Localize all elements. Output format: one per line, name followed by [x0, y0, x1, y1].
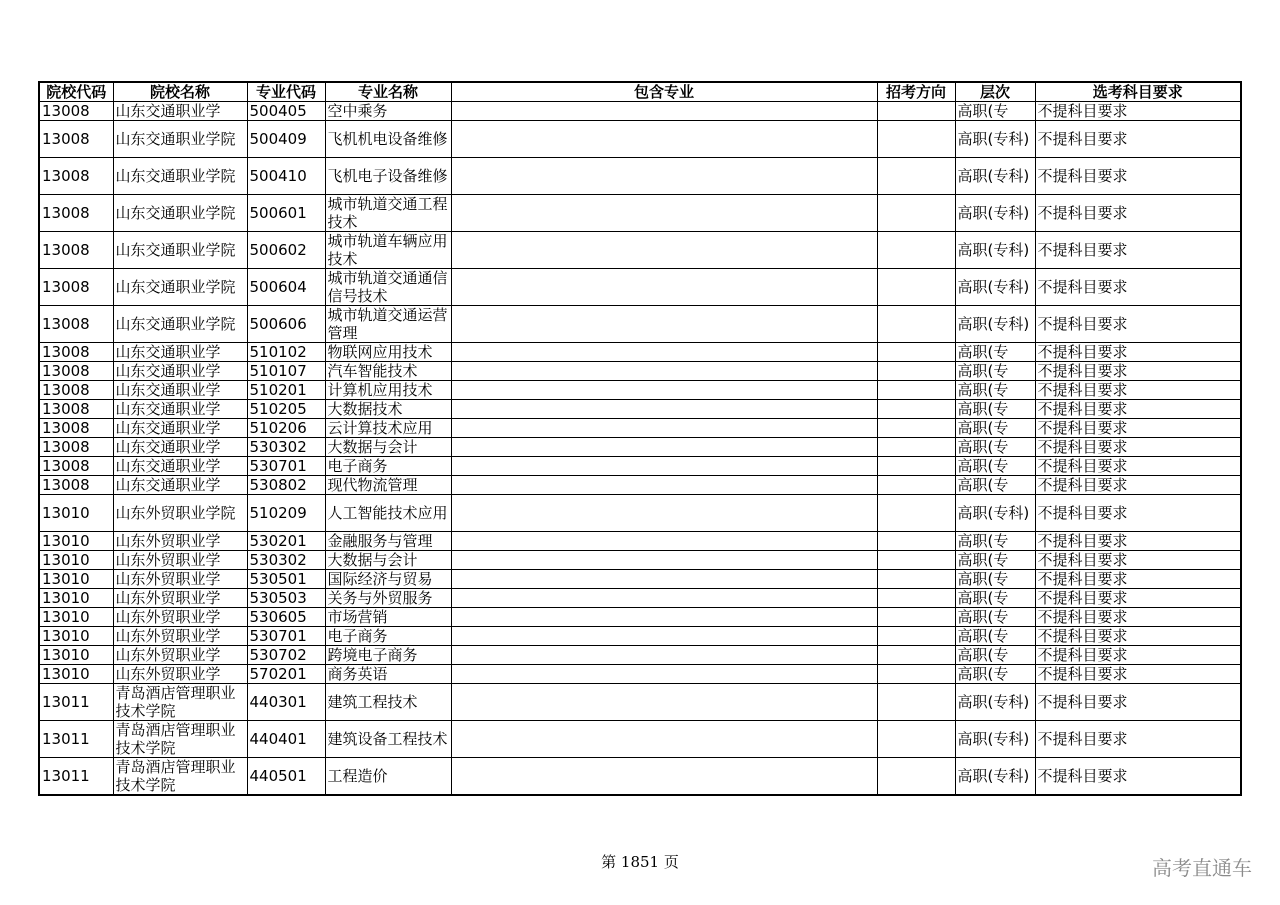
cell-subject-requirement: 不提科目要求 [1035, 102, 1241, 121]
cell-level: 高职(专 [955, 102, 1035, 121]
cell-subject-requirement: 不提科目要求 [1035, 608, 1241, 627]
cell-level: 高职(专 [955, 646, 1035, 665]
cell-school-code: 13008 [39, 419, 113, 438]
cell-major-code: 510102 [247, 343, 325, 362]
cell-school-code: 13008 [39, 232, 113, 269]
cell-direction [877, 400, 955, 419]
cell-subject-requirement: 不提科目要求 [1035, 343, 1241, 362]
cell-level: 高职(专 [955, 532, 1035, 551]
table-body [39, 102, 1241, 796]
cell-major-name: 商务英语 [325, 665, 451, 684]
cell-subject-requirement: 不提科目要求 [1035, 457, 1241, 476]
table-row [39, 457, 1241, 476]
cell-major-name: 计算机应用技术 [325, 381, 451, 400]
cell-major-code: 500602 [247, 232, 325, 269]
cell-direction [877, 589, 955, 608]
cell-school-name: 山东交通职业学院 [113, 269, 247, 306]
page-number: 第 1851 页 [601, 853, 679, 871]
cell-included-majors [451, 684, 877, 721]
cell-direction [877, 419, 955, 438]
cell-major-name: 电子商务 [325, 457, 451, 476]
cell-level: 高职(专 [955, 343, 1035, 362]
cell-school-code: 13010 [39, 495, 113, 532]
cell-major-code: 500409 [247, 121, 325, 158]
cell-major-name: 物联网应用技术 [325, 343, 451, 362]
cell-school-code: 13011 [39, 721, 113, 758]
cell-level: 高职(专 [955, 438, 1035, 457]
cell-level: 高职(专科) [955, 721, 1035, 758]
cell-school-code: 13010 [39, 570, 113, 589]
cell-school-code: 13010 [39, 665, 113, 684]
cell-school-code: 13008 [39, 121, 113, 158]
table-row [39, 627, 1241, 646]
cell-level: 高职(专 [955, 457, 1035, 476]
table-row [39, 758, 1241, 796]
cell-school-name: 山东交通职业学 [113, 381, 247, 400]
cell-subject-requirement: 不提科目要求 [1035, 532, 1241, 551]
cell-major-code: 530302 [247, 551, 325, 570]
table-row [39, 608, 1241, 627]
cell-major-name: 飞机机电设备维修 [325, 121, 451, 158]
cell-school-code: 13008 [39, 306, 113, 343]
cell-included-majors [451, 438, 877, 457]
cell-school-name: 山东交通职业学院 [113, 158, 247, 195]
cell-major-code: 530701 [247, 457, 325, 476]
cell-direction [877, 495, 955, 532]
cell-subject-requirement: 不提科目要求 [1035, 381, 1241, 400]
cell-subject-requirement: 不提科目要求 [1035, 721, 1241, 758]
cell-school-code: 13008 [39, 343, 113, 362]
cell-level: 高职(专科) [955, 495, 1035, 532]
cell-subject-requirement: 不提科目要求 [1035, 232, 1241, 269]
cell-included-majors [451, 532, 877, 551]
cell-included-majors [451, 419, 877, 438]
cell-included-majors [451, 269, 877, 306]
cell-subject-requirement: 不提科目要求 [1035, 646, 1241, 665]
cell-major-name: 工程造价 [325, 758, 451, 796]
cell-direction [877, 158, 955, 195]
cell-major-code: 500405 [247, 102, 325, 121]
cell-included-majors [451, 457, 877, 476]
cell-school-name: 青岛酒店管理职业技术学院 [113, 758, 247, 796]
cell-subject-requirement: 不提科目要求 [1035, 627, 1241, 646]
table-header-row [39, 82, 1241, 102]
cell-school-name: 山东外贸职业学 [113, 627, 247, 646]
cell-school-name: 山东交通职业学院 [113, 121, 247, 158]
cell-included-majors [451, 232, 877, 269]
cell-level: 高职(专科) [955, 232, 1035, 269]
cell-school-code: 13010 [39, 551, 113, 570]
cell-school-code: 13008 [39, 381, 113, 400]
cell-major-code: 500604 [247, 269, 325, 306]
cell-major-code: 530605 [247, 608, 325, 627]
cell-school-code: 13008 [39, 102, 113, 121]
cell-included-majors [451, 665, 877, 684]
table-row [39, 438, 1241, 457]
cell-level: 高职(专 [955, 627, 1035, 646]
cell-school-name: 山东交通职业学 [113, 102, 247, 121]
cell-school-name: 山东外贸职业学 [113, 608, 247, 627]
cell-subject-requirement: 不提科目要求 [1035, 438, 1241, 457]
cell-subject-requirement: 不提科目要求 [1035, 476, 1241, 495]
cell-major-code: 500601 [247, 195, 325, 232]
cell-major-name: 大数据与会计 [325, 438, 451, 457]
cell-major-code: 500410 [247, 158, 325, 195]
cell-subject-requirement: 不提科目要求 [1035, 158, 1241, 195]
cell-direction [877, 476, 955, 495]
cell-major-code: 570201 [247, 665, 325, 684]
cell-included-majors [451, 758, 877, 796]
cell-major-name: 云计算技术应用 [325, 419, 451, 438]
cell-included-majors [451, 551, 877, 570]
cell-major-name: 关务与外贸服务 [325, 589, 451, 608]
cell-level: 高职(专科) [955, 195, 1035, 232]
cell-major-name: 市场营销 [325, 608, 451, 627]
cell-level: 高职(专 [955, 419, 1035, 438]
cell-level: 高职(专 [955, 589, 1035, 608]
cell-level: 高职(专 [955, 551, 1035, 570]
header-school-code: 院校代码 [39, 82, 113, 102]
cell-school-name: 山东外贸职业学院 [113, 495, 247, 532]
table-row [39, 646, 1241, 665]
cell-major-name: 城市轨道交通运营管理 [325, 306, 451, 343]
cell-major-name: 城市轨道交通工程技术 [325, 195, 451, 232]
cell-included-majors [451, 158, 877, 195]
table-row [39, 343, 1241, 362]
cell-major-code: 530702 [247, 646, 325, 665]
cell-direction [877, 532, 955, 551]
table-row [39, 495, 1241, 532]
cell-included-majors [451, 627, 877, 646]
cell-major-name: 建筑工程技术 [325, 684, 451, 721]
header-subject-requirement: 选考科目要求 [1035, 82, 1241, 102]
cell-major-code: 530503 [247, 589, 325, 608]
cell-school-name: 山东交通职业学 [113, 400, 247, 419]
cell-level: 高职(专科) [955, 121, 1035, 158]
cell-major-name: 大数据与会计 [325, 551, 451, 570]
cell-major-code: 510206 [247, 419, 325, 438]
cell-major-name: 现代物流管理 [325, 476, 451, 495]
cell-major-code: 530802 [247, 476, 325, 495]
cell-school-code: 13008 [39, 457, 113, 476]
header-school-name: 院校名称 [113, 82, 247, 102]
cell-direction [877, 343, 955, 362]
cell-subject-requirement: 不提科目要求 [1035, 495, 1241, 532]
cell-school-name: 山东交通职业学院 [113, 306, 247, 343]
cell-major-name: 建筑设备工程技术 [325, 721, 451, 758]
table-row [39, 232, 1241, 269]
cell-school-code: 13008 [39, 438, 113, 457]
cell-direction [877, 608, 955, 627]
cell-subject-requirement: 不提科目要求 [1035, 269, 1241, 306]
cell-direction [877, 232, 955, 269]
cell-included-majors [451, 400, 877, 419]
cell-major-code: 500606 [247, 306, 325, 343]
cell-school-name: 山东外贸职业学 [113, 532, 247, 551]
cell-school-name: 山东外贸职业学 [113, 589, 247, 608]
cell-level: 高职(专科) [955, 758, 1035, 796]
cell-major-code: 440501 [247, 758, 325, 796]
cell-major-name: 城市轨道交通通信信号技术 [325, 269, 451, 306]
watermark: 高考直通车 [1152, 856, 1252, 880]
cell-school-name: 山东交通职业学 [113, 343, 247, 362]
table-row [39, 158, 1241, 195]
cell-included-majors [451, 646, 877, 665]
cell-included-majors [451, 121, 877, 158]
table-row [39, 665, 1241, 684]
cell-included-majors [451, 495, 877, 532]
cell-direction [877, 381, 955, 400]
header-level: 层次 [955, 82, 1035, 102]
cell-direction [877, 269, 955, 306]
cell-school-code: 13011 [39, 758, 113, 796]
cell-school-name: 青岛酒店管理职业技术学院 [113, 684, 247, 721]
cell-level: 高职(专科) [955, 306, 1035, 343]
cell-direction [877, 121, 955, 158]
cell-major-name: 金融服务与管理 [325, 532, 451, 551]
cell-included-majors [451, 608, 877, 627]
cell-included-majors [451, 102, 877, 121]
cell-subject-requirement: 不提科目要求 [1035, 400, 1241, 419]
cell-direction [877, 627, 955, 646]
table-row [39, 419, 1241, 438]
cell-school-name: 山东交通职业学 [113, 419, 247, 438]
cell-major-code: 530201 [247, 532, 325, 551]
cell-school-name: 山东交通职业学 [113, 362, 247, 381]
cell-major-name: 汽车智能技术 [325, 362, 451, 381]
header-major-name: 专业名称 [325, 82, 451, 102]
cell-subject-requirement: 不提科目要求 [1035, 121, 1241, 158]
cell-major-code: 510209 [247, 495, 325, 532]
cell-level: 高职(专 [955, 381, 1035, 400]
table-row [39, 551, 1241, 570]
header-major-code: 专业代码 [247, 82, 325, 102]
cell-direction [877, 758, 955, 796]
cell-school-name: 山东外贸职业学 [113, 551, 247, 570]
cell-included-majors [451, 476, 877, 495]
cell-major-name: 大数据技术 [325, 400, 451, 419]
cell-included-majors [451, 362, 877, 381]
cell-level: 高职(专 [955, 608, 1035, 627]
table-row [39, 195, 1241, 232]
cell-level: 高职(专 [955, 476, 1035, 495]
header-included-majors: 包含专业 [451, 82, 877, 102]
admission-table [38, 81, 1242, 796]
cell-subject-requirement: 不提科目要求 [1035, 362, 1241, 381]
cell-school-code: 13008 [39, 158, 113, 195]
cell-subject-requirement: 不提科目要求 [1035, 570, 1241, 589]
header-direction: 招考方向 [877, 82, 955, 102]
cell-school-name: 山东交通职业学院 [113, 195, 247, 232]
table-row [39, 102, 1241, 121]
cell-major-code: 530302 [247, 438, 325, 457]
cell-included-majors [451, 381, 877, 400]
cell-school-name: 山东交通职业学 [113, 476, 247, 495]
cell-level: 高职(专 [955, 400, 1035, 419]
table-row [39, 684, 1241, 721]
cell-subject-requirement: 不提科目要求 [1035, 665, 1241, 684]
cell-subject-requirement: 不提科目要求 [1035, 551, 1241, 570]
cell-direction [877, 362, 955, 381]
cell-level: 高职(专 [955, 570, 1035, 589]
cell-included-majors [451, 570, 877, 589]
cell-major-code: 510107 [247, 362, 325, 381]
cell-major-name: 飞机电子设备维修 [325, 158, 451, 195]
cell-direction [877, 457, 955, 476]
cell-major-code: 510205 [247, 400, 325, 419]
cell-direction [877, 721, 955, 758]
cell-major-code: 530501 [247, 570, 325, 589]
cell-school-name: 山东交通职业学 [113, 457, 247, 476]
cell-school-name: 山东外贸职业学 [113, 570, 247, 589]
cell-major-name: 空中乘务 [325, 102, 451, 121]
cell-major-name: 城市轨道车辆应用技术 [325, 232, 451, 269]
cell-level: 高职(专科) [955, 269, 1035, 306]
cell-school-code: 13008 [39, 476, 113, 495]
cell-direction [877, 646, 955, 665]
cell-school-name: 山东外贸职业学 [113, 646, 247, 665]
cell-level: 高职(专科) [955, 684, 1035, 721]
cell-school-code: 13010 [39, 532, 113, 551]
cell-school-name: 山东交通职业学 [113, 438, 247, 457]
cell-school-code: 13010 [39, 589, 113, 608]
cell-included-majors [451, 195, 877, 232]
table-row [39, 570, 1241, 589]
cell-school-code: 13010 [39, 627, 113, 646]
table-row [39, 589, 1241, 608]
cell-level: 高职(专科) [955, 158, 1035, 195]
cell-direction [877, 665, 955, 684]
cell-major-code: 530701 [247, 627, 325, 646]
cell-school-code: 13010 [39, 608, 113, 627]
cell-included-majors [451, 589, 877, 608]
cell-direction [877, 102, 955, 121]
cell-subject-requirement: 不提科目要求 [1035, 758, 1241, 796]
cell-school-code: 13008 [39, 269, 113, 306]
cell-subject-requirement: 不提科目要求 [1035, 306, 1241, 343]
cell-subject-requirement: 不提科目要求 [1035, 195, 1241, 232]
cell-school-name: 青岛酒店管理职业技术学院 [113, 721, 247, 758]
cell-subject-requirement: 不提科目要求 [1035, 419, 1241, 438]
cell-school-code: 13008 [39, 195, 113, 232]
cell-subject-requirement: 不提科目要求 [1035, 684, 1241, 721]
cell-level: 高职(专 [955, 665, 1035, 684]
cell-direction [877, 195, 955, 232]
cell-included-majors [451, 343, 877, 362]
cell-school-code: 13008 [39, 400, 113, 419]
cell-major-code: 510201 [247, 381, 325, 400]
cell-direction [877, 551, 955, 570]
cell-school-code: 13011 [39, 684, 113, 721]
table-row [39, 269, 1241, 306]
cell-included-majors [451, 721, 877, 758]
table-row [39, 400, 1241, 419]
cell-included-majors [451, 306, 877, 343]
table-row [39, 306, 1241, 343]
cell-level: 高职(专 [955, 362, 1035, 381]
table-row [39, 721, 1241, 758]
cell-major-code: 440401 [247, 721, 325, 758]
table-row [39, 381, 1241, 400]
cell-major-name: 国际经济与贸易 [325, 570, 451, 589]
cell-direction [877, 438, 955, 457]
cell-direction [877, 306, 955, 343]
cell-major-name: 电子商务 [325, 627, 451, 646]
cell-school-name: 山东交通职业学院 [113, 232, 247, 269]
cell-school-name: 山东外贸职业学 [113, 665, 247, 684]
cell-major-name: 人工智能技术应用 [325, 495, 451, 532]
cell-direction [877, 684, 955, 721]
table-row [39, 121, 1241, 158]
cell-school-code: 13008 [39, 362, 113, 381]
table-row [39, 476, 1241, 495]
cell-major-code: 440301 [247, 684, 325, 721]
table-row [39, 362, 1241, 381]
cell-direction [877, 570, 955, 589]
cell-subject-requirement: 不提科目要求 [1035, 589, 1241, 608]
cell-school-code: 13010 [39, 646, 113, 665]
cell-major-name: 跨境电子商务 [325, 646, 451, 665]
table-row [39, 532, 1241, 551]
